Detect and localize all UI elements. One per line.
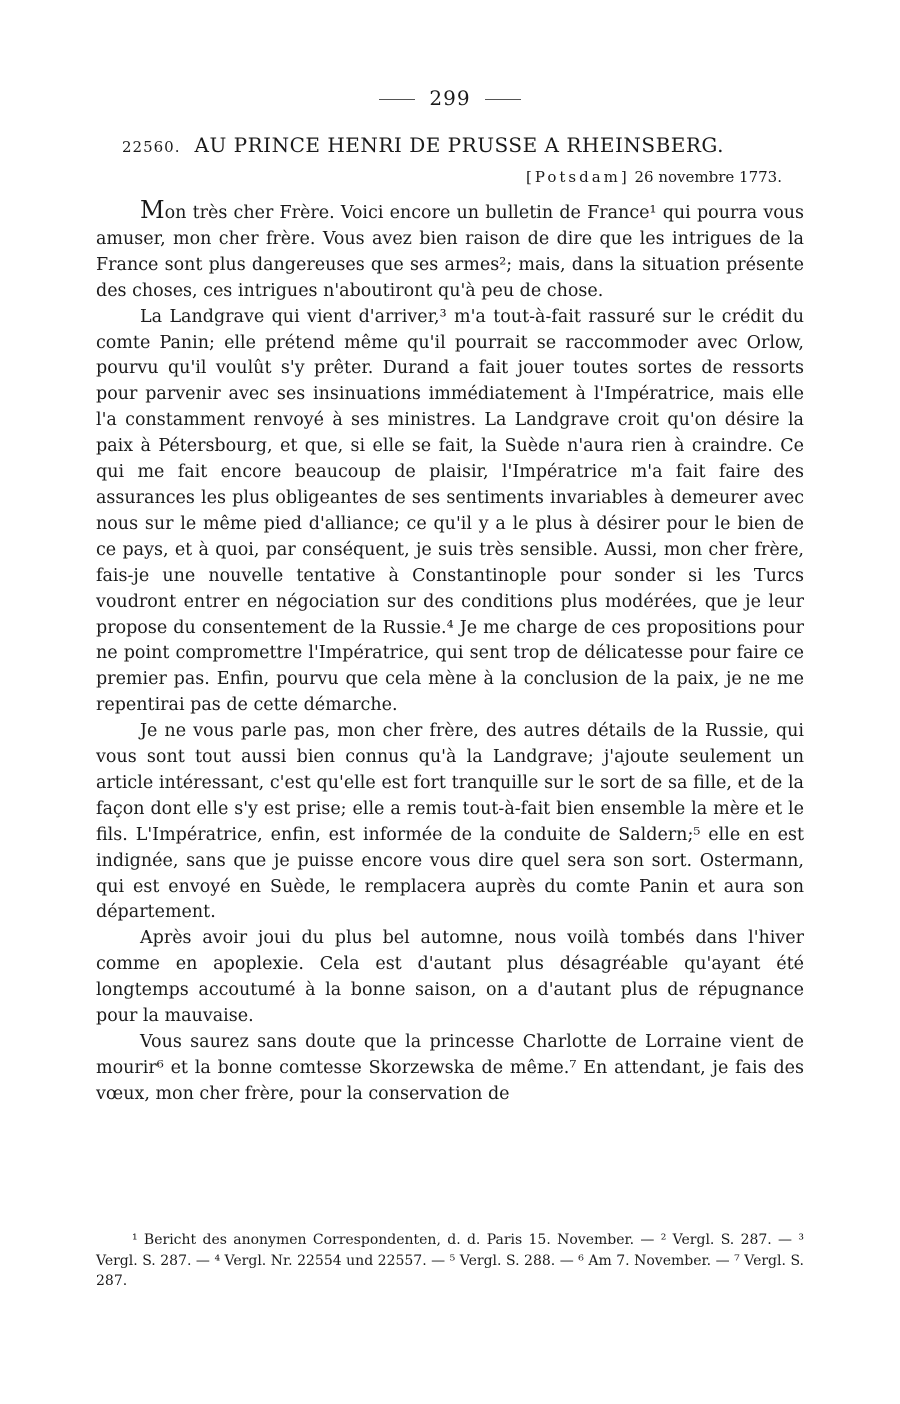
footnote-text: ¹ Bericht des anonymen Correspondenten, d. d. Paris 15. November. — ² Vergl. S. 287. — ³ Vergl. S. 287. — ⁴ Vergl. Nr. 22554 und 22557. — ⁵ Vergl. S. 288. — ⁶ Am 7. November. — ⁷ Vergl. S. 287. (96, 1232, 804, 1289)
paragraph: Vous saurez sans doute que la princesse Charlotte de Lorraine vient de mourir⁶ et la bonne comtesse Skorzewska de même.⁷ En attendant, je fais des vœux, mon cher frère, pour la conservation de (96, 1032, 804, 1104)
page-number (0, 86, 900, 110)
letter-heading (122, 133, 782, 157)
page-number-text: 299 (429, 86, 471, 110)
letter-title: AU PRINCE HENRI DE PRUSSE A RHEINSBERG. (194, 133, 725, 157)
dateline-place: [Potsdam] (526, 168, 630, 186)
paragraph: Je ne vous parle pas, mon cher frère, des autres détails de la Russie, qui vous sont tout aussi bien connus qu'à la Landgrave; j'ajoute seulement un article intéressant, c'est qu'elle est fort tranquille sur le sort de sa fille, et de la façon dont elle s'y est prise; elle a remis tout-à-fait bien ensemble la mère et le fils. L'Impératrice, enfin, est informée de la conduite de Saldern;⁵ elle en est indignée, sans que je puisse encore vous dire quel sera son sort. Ostermann, qui est envoyé en Suède, le remplacera auprès du comte Panin et aura son département. (96, 721, 804, 923)
paragraph: La Landgrave qui vient d'arriver,³ m'a tout-à-fait rassuré sur le crédit du comte Panin; elle prétend même qu'il pourrait se raccommoder avec Orlow, pourvu qu'il voulût s'y prêter. Durand a fait jouer toutes sortes de ressorts pour parvenir avec ses insinuations immédiatement à l'Impératrice, mais elle l'a constamment renvoyé à ses ministres. La Landgrave croit qu'on désire la paix à Pétersbourg, et que, si elle se fait, la Suède n'aura rien à craindre. Ce qui me fait encore beaucoup de plaisir, l'Impératrice m'a fait faire des assurances les plus obligeantes de ses sentiments invariables à demeurer avec nous sur le même pied d'alliance; ce qu'il y a le plus à désirer pour le bien de ce pays, et à quoi, par conséquent, je suis très sensible. Aussi, mon cher frère, fais-je une nouvelle tentative à Constantinople pour sonder si les Turcs voudront entrer en négociation sur des conditions plus modérées, que je leur propose du consentement de la Russie.⁴ Je me charge de ces propositions pour ne point compromettre l'Impératrice, qui sent trop de délicatesse pour faire ce premier pas. Enfin, pourvu que cela mène à la conclusion de la paix, je ne me repentirai pas de cette démarche. (96, 306, 804, 716)
page-number-rule-right (485, 99, 521, 100)
page-number-rule-left (379, 99, 415, 100)
letter-number: 22560. (122, 138, 181, 156)
paragraph: Mon très cher Frère. Voici encore un bulletin de France¹ qui pourra vous amuser, mon cher frère. Vous avez bien raison de dire que les intrigues de la France sont plus dangereuses que ses armes²; mais, dans la situation présente des choses, ces intrigues n'aboutiront qu'à peu de chose. (96, 196, 804, 301)
letter-body (96, 198, 804, 1108)
paragraph: Après avoir joui du plus bel automne, nous voilà tombés dans l'hiver comme en apoplexie. Cela est d'autant plus désagréable qu'ayant été longtemps accoutumé à la bonne saison, on a d'autant plus de répugnance pour la mauvaise. (96, 928, 804, 1027)
dateline (526, 168, 782, 186)
footnotes (96, 1230, 804, 1292)
dateline-date: 26 novembre 1773. (634, 168, 782, 186)
